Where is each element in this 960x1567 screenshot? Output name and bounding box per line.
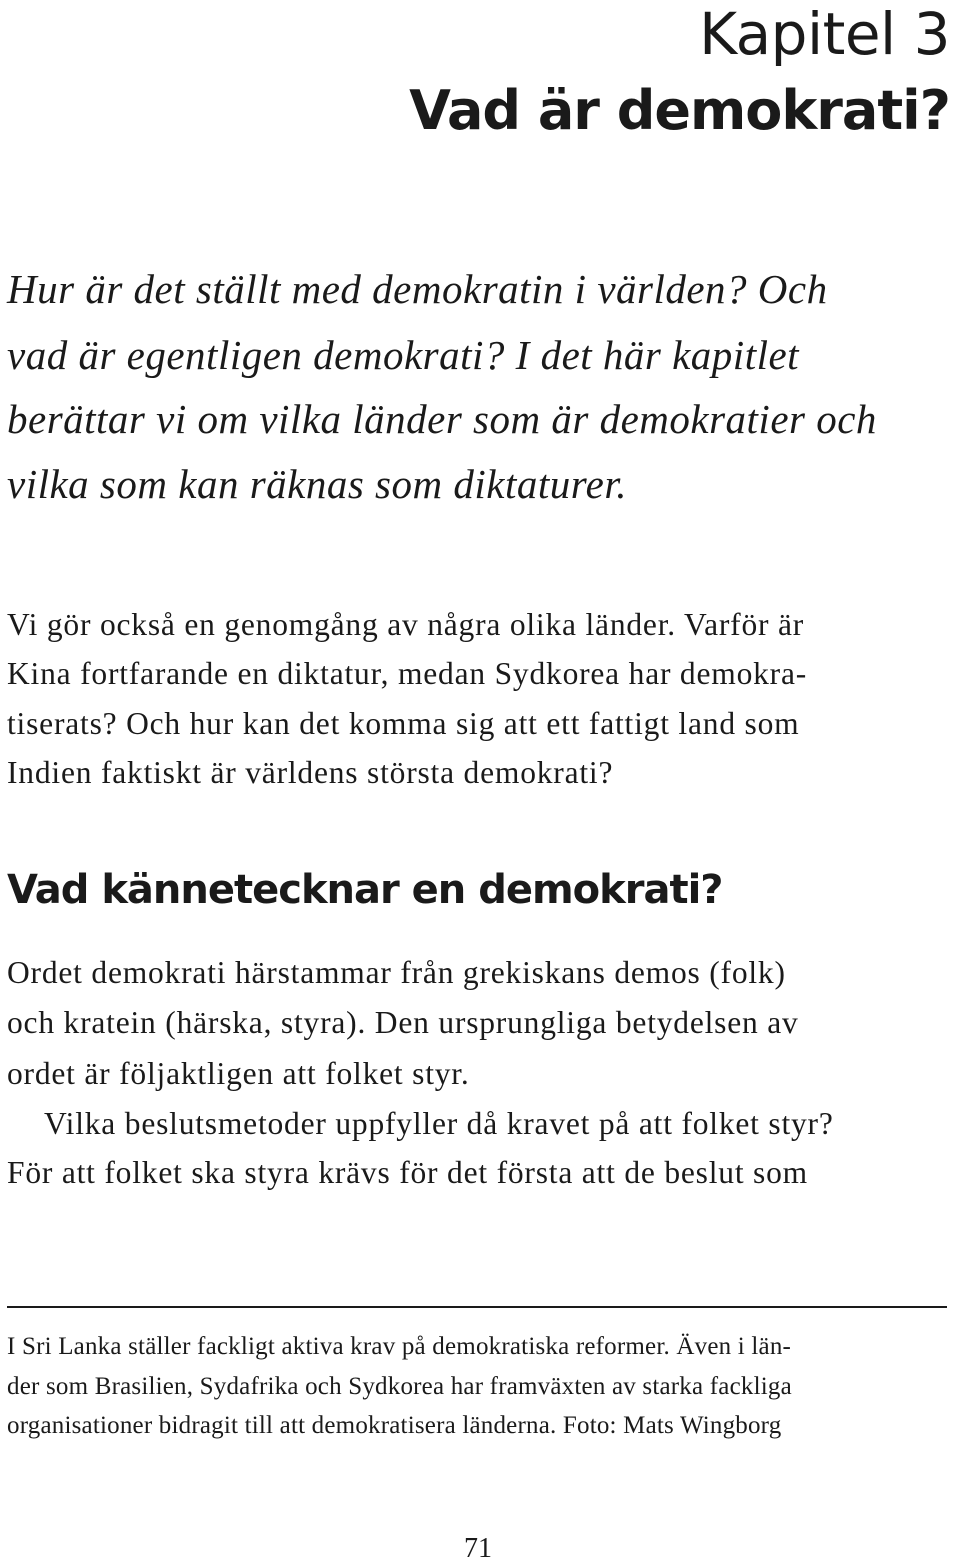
caption-line: organisationer bidragit till att demokratisera länderna. Foto: Mats Wingborg [7, 1412, 782, 1439]
page-number: 71 [464, 1533, 492, 1564]
body-line: Ordet demokrati härstammar från grekiskans demos (folk) [7, 955, 786, 990]
intro-line: vilka som kan räknas som diktaturer. [7, 461, 628, 507]
section-heading: Vad kännetecknar en demokrati? [7, 867, 723, 913]
body-line: Vi gör också en genomgång av några olika länder. Varför är [7, 607, 805, 642]
chapter-label: Kapitel 3 [699, 0, 950, 68]
body-line: ordet är följaktligen att folket styr. [7, 1056, 470, 1091]
body-line: För att folket ska styra krävs för det första att de beslut som [7, 1155, 808, 1190]
intro-line: Hur är det ställt med demokratin i världen? Och [7, 266, 828, 312]
body-line: Vilka beslutsmetoder uppfyller då kravet på att folket styr? [44, 1106, 834, 1141]
caption-divider [7, 1306, 947, 1308]
caption-line: I Sri Lanka ställer fackligt aktiva krav på demokratiska reformer. Även i län- [7, 1333, 792, 1360]
body-line: tiserats? Och hur kan det komma sig att ett fattigt land som [7, 706, 800, 741]
intro-line: vad är egentligen demokrati? I det här kapitlet [7, 332, 800, 378]
body-line: och kratein (härska, styra). Den ursprungliga betydelsen av [7, 1005, 799, 1040]
chapter-title: Vad är demokrati? [409, 79, 950, 142]
body-line: Kina fortfarande en diktatur, medan Sydkorea har demokra- [7, 656, 808, 691]
intro-line: berättar vi om vilka länder som är demokratier och [7, 396, 877, 442]
body-line: Indien faktiskt är världens största demokrati? [7, 755, 614, 790]
caption-line: der som Brasilien, Sydafrika och Sydkorea har framväxten av starka fackliga [7, 1373, 792, 1400]
